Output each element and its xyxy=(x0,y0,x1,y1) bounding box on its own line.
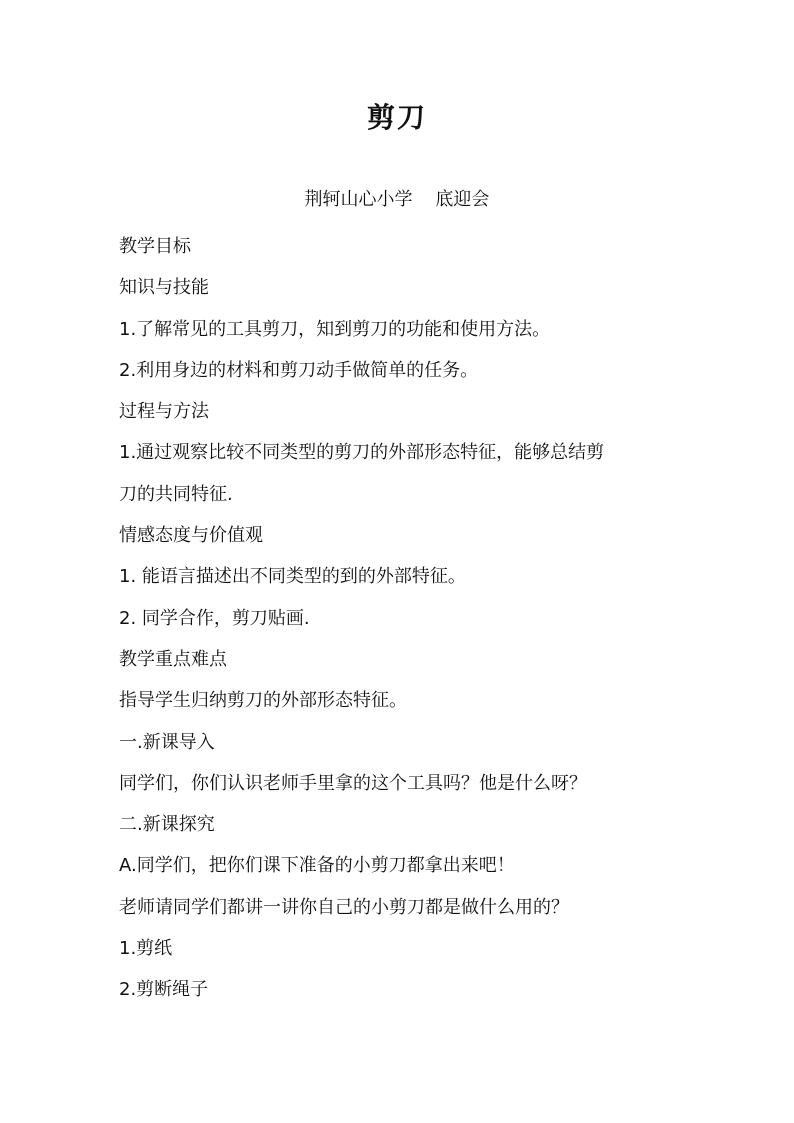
paragraph: 2. 同学合作，剪刀贴画. xyxy=(119,607,310,629)
paragraph: 指导学生归纳剪刀的外部形态特征。 xyxy=(119,690,407,712)
paragraph: 1.通过观察比较不同类型的剪刀的外部形态特征，能够总结剪 xyxy=(119,442,605,464)
paragraph: A.同学们，把你们课下准备的小剪刀都拿出来吧！ xyxy=(119,855,515,877)
section-heading-exploration: 二.新课探究 xyxy=(119,814,215,836)
section-heading-intro: 一.新课导入 xyxy=(119,731,215,753)
document-body xyxy=(119,226,679,1011)
subheading-knowledge-skills: 知识与技能 xyxy=(119,277,209,299)
list-item: 2.剪断绳子 xyxy=(119,979,209,1001)
author-line: 荆轲山心小学 底迎会 xyxy=(304,189,490,210)
paragraph: 同学们，你们认识老师手里拿的这个工具吗？他是什么呀？ xyxy=(119,772,587,794)
paragraph-continuation: 刀的共同特征. xyxy=(119,483,233,505)
paragraph: 老师请同学们都讲一讲你自己的小剪刀都是做什么用的？ xyxy=(119,896,569,918)
subheading-process-method: 过程与方法 xyxy=(119,401,209,423)
section-heading-key-points: 教学重点难点 xyxy=(119,648,227,670)
paragraph: 1. 能语言描述出不同类型的到的外部特征。 xyxy=(119,566,466,588)
list-item: 1.剪纸 xyxy=(119,938,173,960)
paragraph: 1.了解常见的工具剪刀，知到剪刀的功能和使用方法。 xyxy=(119,318,551,340)
subheading-emotion-values: 情感态度与价值观 xyxy=(119,525,263,547)
document-title: 剪刀 xyxy=(366,101,427,134)
paragraph: 2.利用身边的材料和剪刀动手做简单的任务。 xyxy=(119,359,479,381)
section-heading-teaching-goals: 教学目标 xyxy=(119,236,191,257)
